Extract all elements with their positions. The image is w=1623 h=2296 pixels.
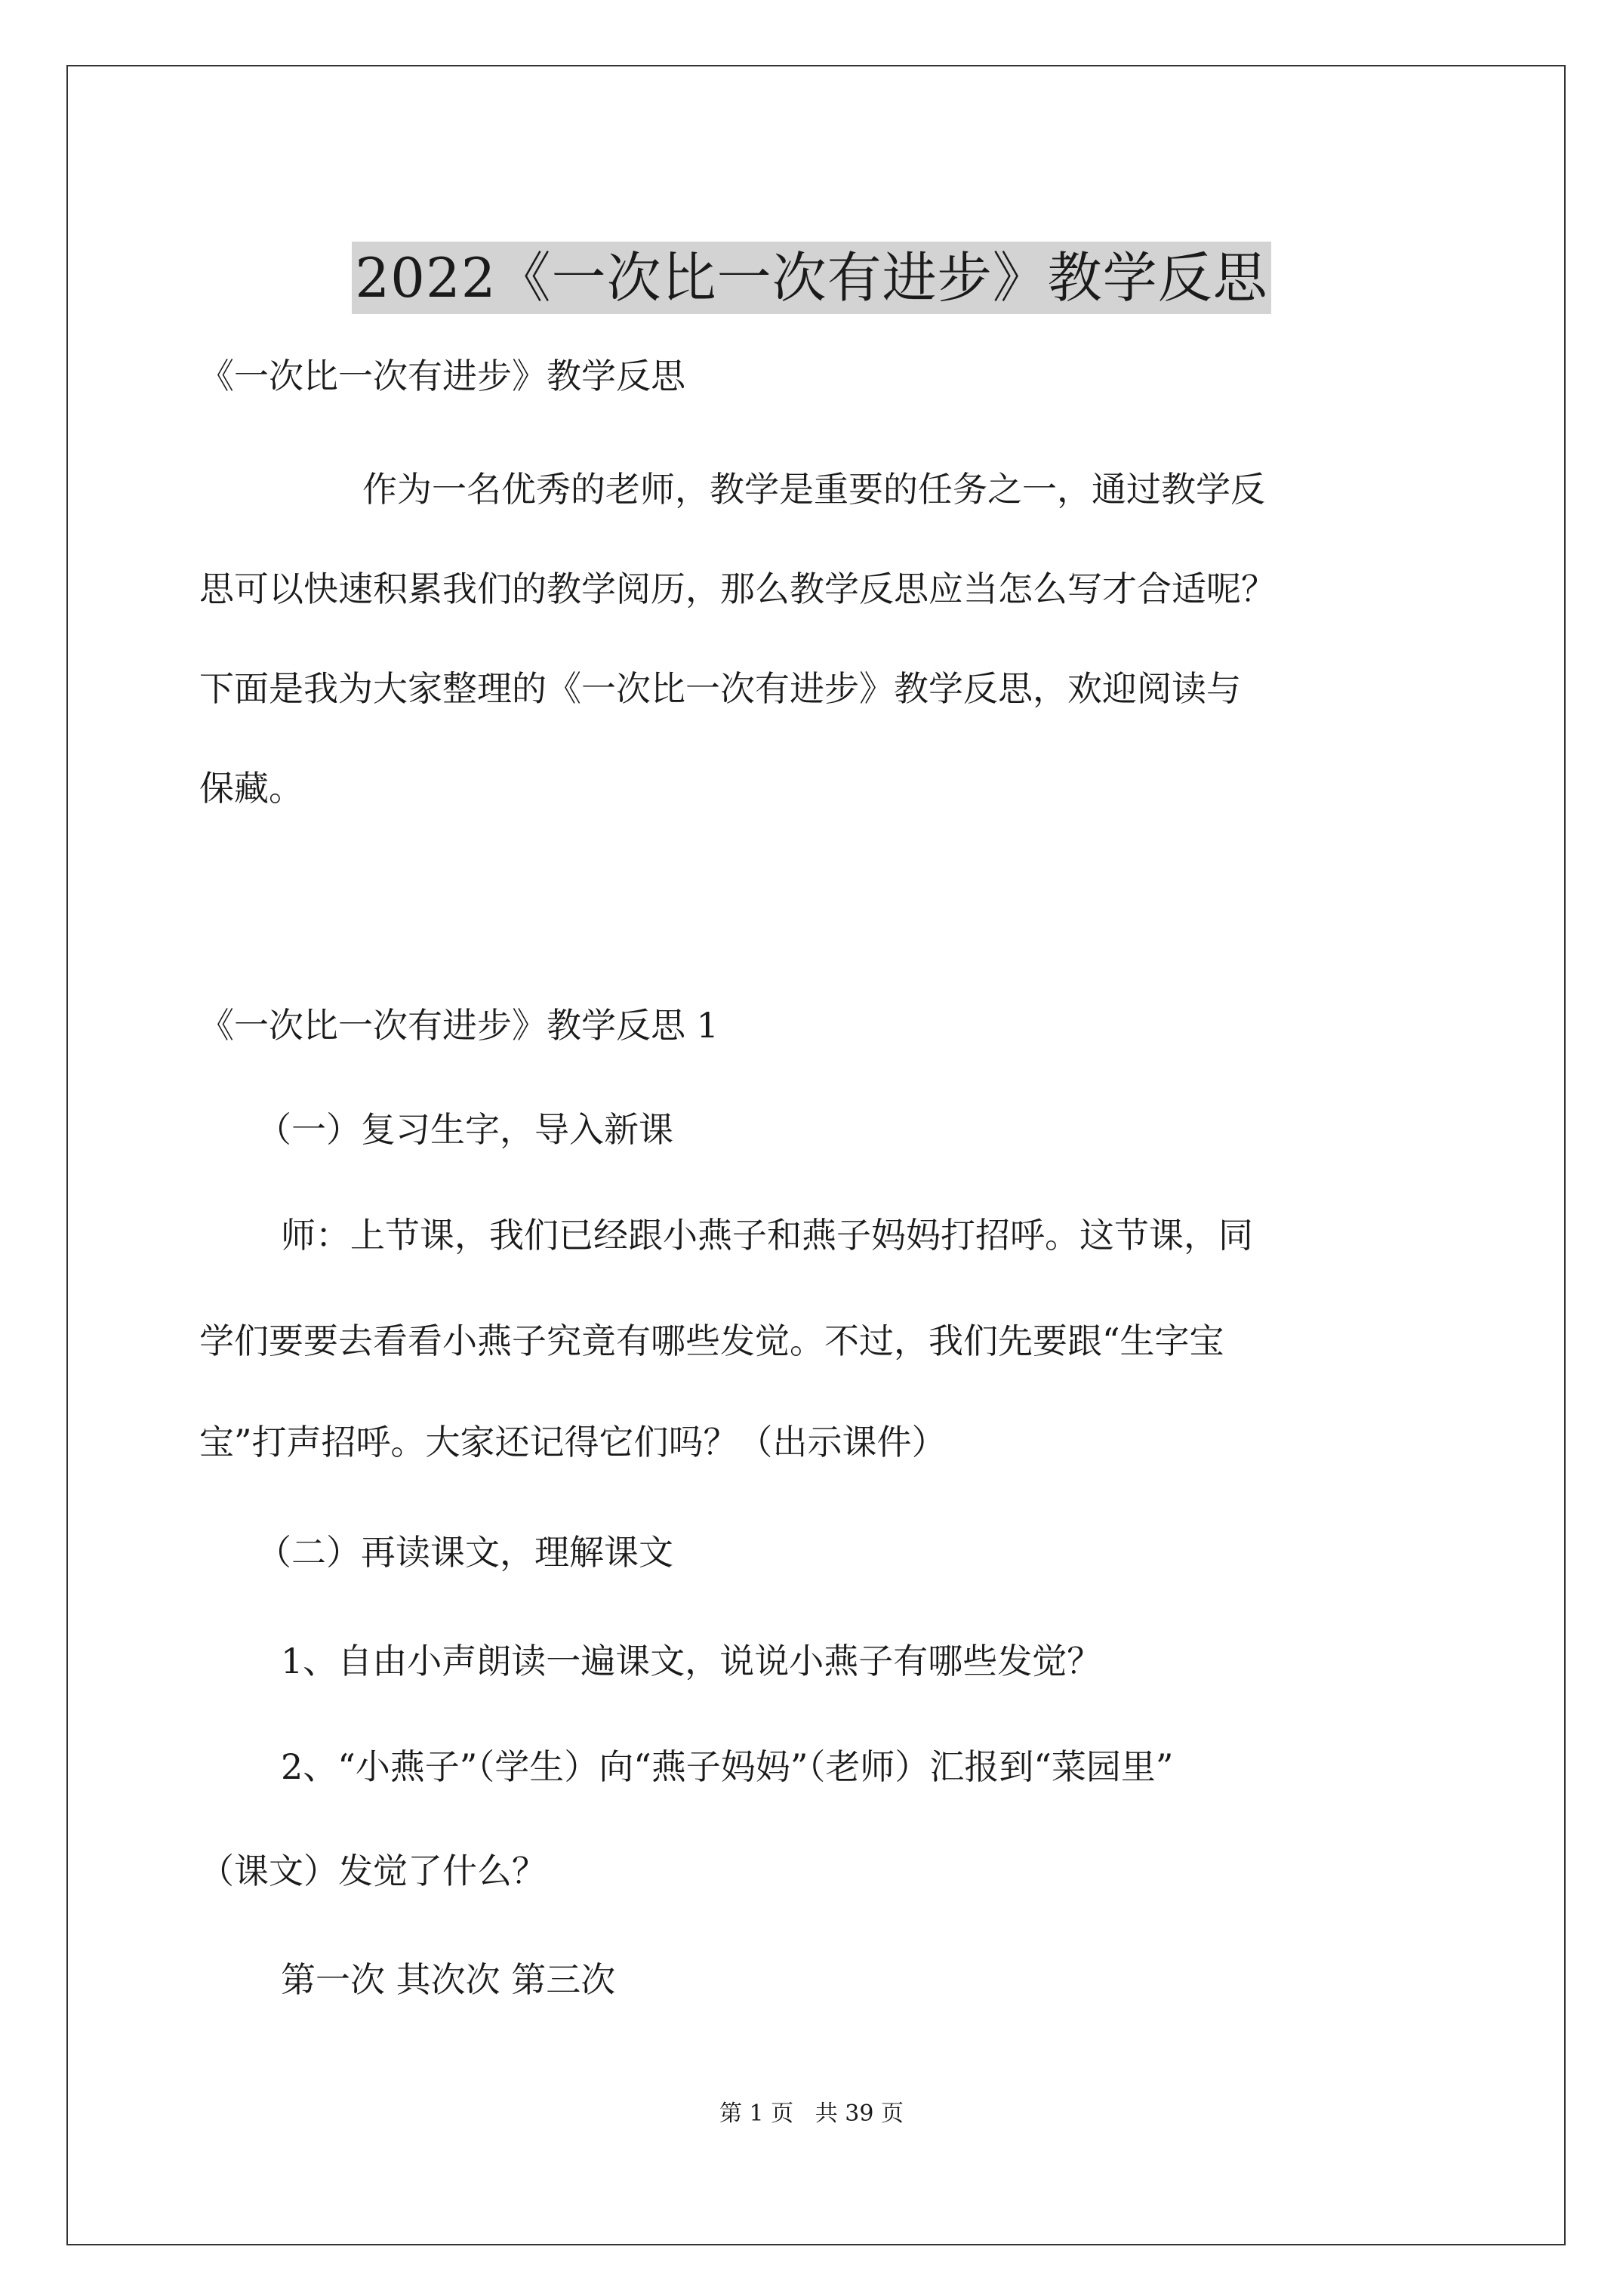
body-line: （二）再读课文，理解课文	[257, 1532, 673, 1573]
document-title: 2022《一次比一次有进步》教学反思	[352, 242, 1270, 314]
section-title: 《一次比一次有进步》教学反思 1	[199, 1005, 719, 1046]
body-line: 学们要要去看看小燕子究竟有哪些发觉。不过，我们先要跟“生字宝	[199, 1321, 1224, 1361]
body-line: 1、自由小声朗读一遍课文，说说小燕子有哪些发觉？	[281, 1641, 1102, 1681]
intro-line: 保藏。	[199, 768, 303, 809]
subtitle: 《一次比一次有进步》教学反思	[199, 356, 685, 396]
title-container	[0, 205, 1623, 350]
body-line: 第一次 其次次 第三次	[281, 1959, 616, 2000]
page-footer: 第 1 页 共 39 页	[719, 2100, 904, 2127]
body-line: （课文）发觉了什么？	[199, 1851, 547, 1891]
intro-line: 思可以快速积累我们的教学阅历，那么教学反思应当怎么写才合适呢？	[199, 569, 1276, 609]
body-line: 师：上节课，我们已经跟小燕子和燕子妈妈打招呼。这节课，同	[281, 1215, 1253, 1256]
body-line: 宝”打声招呼。大家还记得它们吗？（出示课件）	[199, 1422, 947, 1462]
intro-line: 作为一名优秀的老师，教学是重要的任务之一，通过教学反	[362, 469, 1265, 510]
body-line: （一）复习生字，导入新课	[257, 1109, 673, 1150]
body-line: 2、“小燕子”（学生）向“燕子妈妈”（老师）汇报到“菜园里”	[281, 1746, 1174, 1787]
intro-line: 下面是我为大家整理的《一次比一次有进步》教学反思，欢迎阅读与	[199, 668, 1241, 709]
